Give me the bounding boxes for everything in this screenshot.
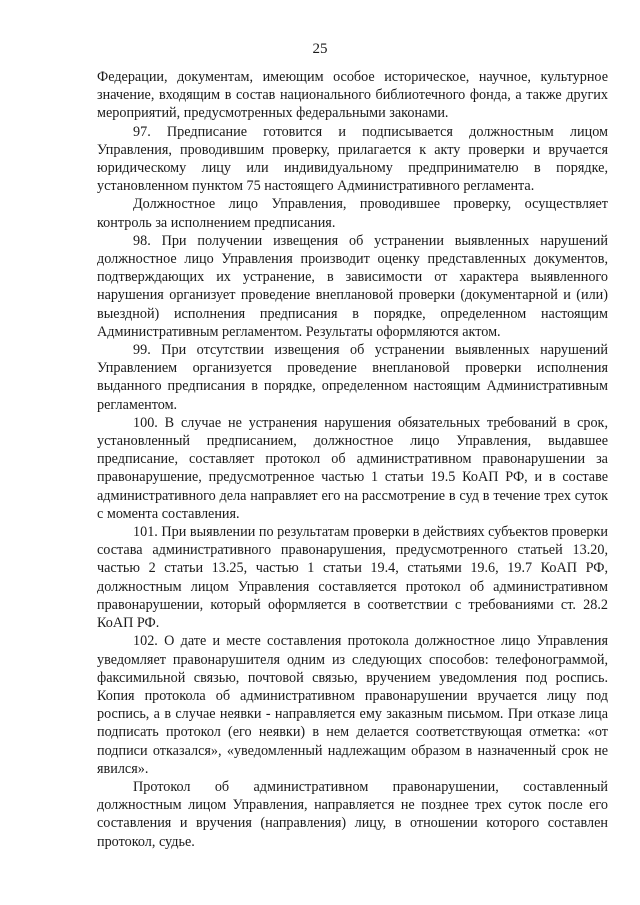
paragraph-continuation: Федерации, документам, имеющим особое историческое, научное, культурное значение, входящим в состав национального библиотечного фонда, а также других мероприятий, предусмотренных федеральными законами. [97,69,608,122]
paragraph-97: 97. Предписание готовится и подписывается должностным лицом Управления, проводившим проверку, прилагается к акту проверки и вручается юридическому лицу или индивидуальному предпринимателю в порядке, установленном пунктом 75 настоящего Административного регламента. [97,123,608,195]
paragraph-100: 100. В случае не устранения нарушения обязательных требований в срок, установленный предписанием, должностное лицо Управления, выдавшее предписание, составляет протокол об административном правонарушении за правонарушение, предусмотренное частью 1 статьи 19.5 КоАП РФ, и в составе административного дела направляет его на рассмотрение в суд в течение трех суток с момента составления. [97,414,608,522]
paragraph-protocol: Протокол об административном правонарушении, составленный должностным лицом Управления, направляется не позднее трех суток после его составления и вручения (направления) лицу, в отношении которого составлен протокол, судье. [97,778,608,850]
paragraph-99: 99. При отсутствии извещения об устранении выявленных нарушений Управлением организуется проведение внеплановой проверки исполнения выданного предписания в порядке, определенном настоящим Административным регламентом. [97,342,608,413]
paragraph-98: 98. При получении извещения об устранении выявленных нарушений должностное лицо Управления производит оценку представленных документов, подтверждающих их устранение, в зависимости от характера выявленного нарушения организует проведение внеплановой проверки (документарной и (или) выездной) исполнения предписания в порядке, определенном настоящим Административным регламентом. Результаты оформляются актом. [97,232,608,340]
paragraph-102: 102. О дате и месте составления протокола должностное лицо Управления уведомляет правонарушителя одним из следующих способов: телефонограммой, факсимильной связью, почтовой связью, вручением уведомления под роспись. Копия протокола об административном правонарушении вручается лицу под роспись, а в случае неявки - направляется ему заказным письмом. При отказе лица подписать протокол (его неявки) в нем делается соответствующая отметка: «от подписи отказался», «уведомленный надлежащим образом в назначенный срок не явился». [97,633,608,777]
document-body [97,68,608,851]
paragraph-101: 101. При выявлении по результатам проверки в действиях субъектов проверки состава административного правонарушения, предусмотренного статьей 13.20, частью 2 статьи 13.25, частью 1 статьи 19.4, статьями 19.6, 19.7 КоАП РФ, должностным лицом Управления составляется протокол об административном правонарушении, который оформляется в соответствии с требованиями ст. 28.2 КоАП РФ. [97,524,608,632]
paragraph-97-control: Должностное лицо Управления, проводившее проверку, осуществляет контроль за исполнением предписания. [97,196,608,231]
page-number: 25 [312,41,328,57]
